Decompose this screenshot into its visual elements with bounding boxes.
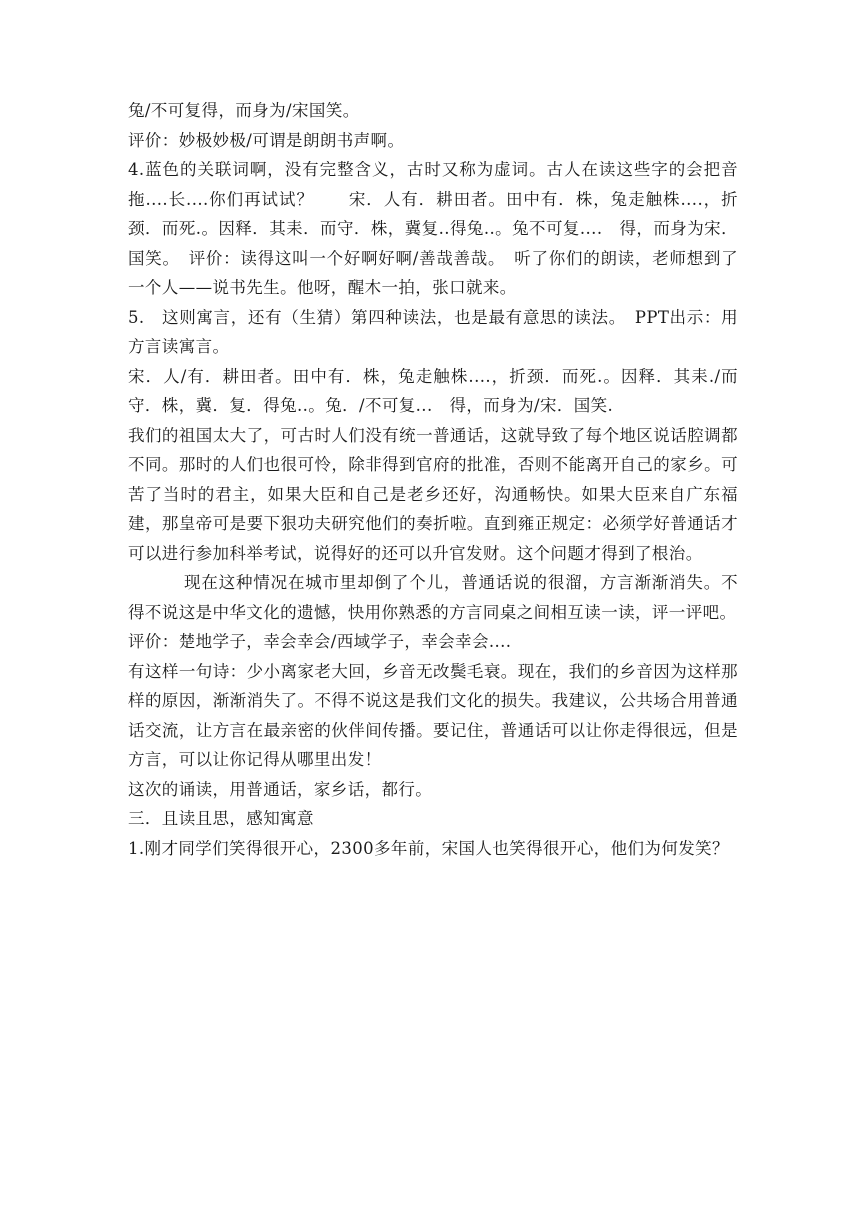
paragraph: 兔/不可复得，而身为/宋国笑。 xyxy=(128,101,360,120)
paragraph: 1.刚才同学们笑得很开心，2300多年前，宋国人也笑得很开心，他们为何发笑？ xyxy=(128,838,729,858)
paragraph: 4.蓝色的关联词啊，没有完整含义，古时又称为虚词。古人在读这些字的会把音拖....长....你们再试试？ 宋．人有．耕田者。田中有．株，兔走触株....，折颈．而死.。因释．其耒．而守．株，冀复..得兔..。兔不可复.... 得，而身为宋．国笑。 评价：读得这叫一个好啊好啊/善哉善哉。 听了你们的朗读，老师想到了一个人——说书先生。他呀，醒木一拍，张口就来。 xyxy=(128,160,738,297)
paragraph: 评价：楚地学子，幸会幸会/西域学子，幸会幸会.... xyxy=(128,632,512,651)
paragraph: 这次的诵读，用普通话，家乡话，都行。 xyxy=(128,779,433,799)
paragraph: 宋．人/有．耕田者。田中有．株，兔走触株....，折颈．而死.。因释．其耒./而守．株，冀．复．得兔..。兔．/不可复... 得，而身为/宋．国笑. xyxy=(128,366,738,415)
paragraph: 现在这种情况在城市里却倒了个儿，普通话说的很溜，方言渐渐消失。不得不说这是中华文化的遗憾，快用你熟悉的方言同桌之间相互读一读，评一评吧。 xyxy=(128,573,738,622)
section-heading: 三．且读且思，感知寓意 xyxy=(128,809,314,828)
paragraph: 我们的祖国太大了，可古时人们没有统一普通话，这就导致了每个地区说话腔调都不同。那时的人们也很可怜，除非得到官府的批准，否则不能离开自己的家乡。可苦了当时的君主，如果大臣和自己是老乡还好，沟通畅快。如果大臣来自广东福建，那皇帝可是要下狠功夫研究他们的奏折啦。直到雍正规定：必须学好普通话才可以进行参加科举考试，说得好的还可以升官发财。这个问题才得到了根治。 xyxy=(128,425,738,563)
paragraph: 5. 这则寓言，还有（生猜）第四种读法，也是最有意思的读法。 PPT出示：用方言读寓言。 xyxy=(128,307,738,356)
paragraph: 评价：妙极妙极/可谓是朗朗书声啊。 xyxy=(128,130,405,150)
document-page xyxy=(128,96,738,863)
paragraph: 有这样一句诗：少小离家老大回，乡音无改鬓毛衰。现在，我们的乡音因为这样那样的原因，渐渐消失了。不得不说这是我们文化的损失。我建议，公共场合用普通话交流，让方言在最亲密的伙伴间传播。要记住，普通话可以让你走得很远，但是方言，可以让你记得从哪里出发！ xyxy=(128,661,738,769)
